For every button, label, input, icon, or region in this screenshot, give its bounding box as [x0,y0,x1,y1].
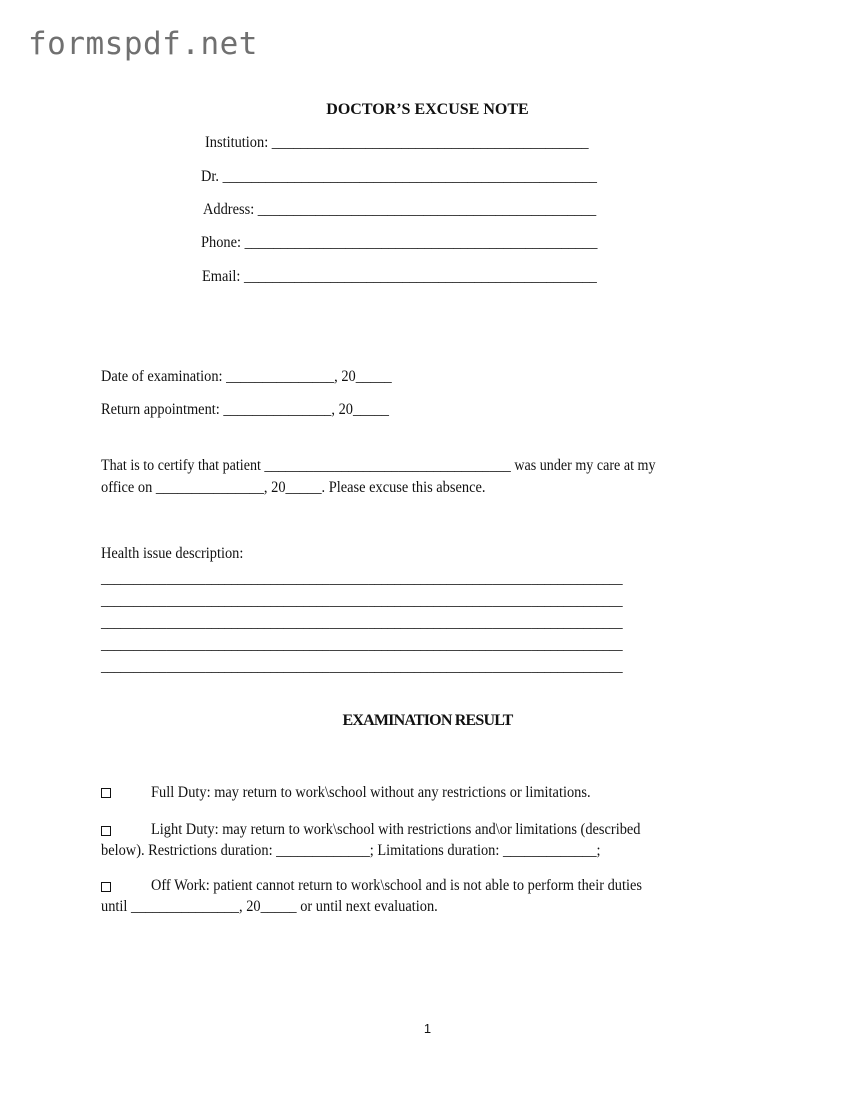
health-issue-line[interactable]: ________________________________________________________________________________ [101,636,623,653]
full-duty-checkbox[interactable] [101,788,111,798]
phone-field[interactable]: Phone: _________________________________________________ [201,234,598,251]
light-duty-checkbox[interactable] [101,826,111,836]
health-issue-line[interactable]: ________________________________________________________________________________ [101,614,623,631]
institution-field[interactable]: Institution: ____________________________________________ [205,134,589,151]
certify-text-line2[interactable]: office on _______________, 20_____. Please excuse this absence. [101,479,486,496]
light-duty-label-line1: Light Duty: may return to work\school with restrictions and\or limitations (described [151,821,641,838]
page-number: 1 [423,1021,432,1036]
watermark-logo: formspdf.net [28,26,258,62]
health-issue-line[interactable]: ________________________________________________________________________________ [101,570,623,587]
off-work-checkbox[interactable] [101,882,111,892]
health-issue-line[interactable]: ________________________________________________________________________________ [101,658,623,675]
health-issue-label: Health issue description: [101,545,244,562]
off-work-label-line1: Off Work: patient cannot return to work\school and is not able to perform their duties [151,877,642,894]
examination-result-heading: EXAMINATION RESULT [342,712,513,729]
return-appointment-field[interactable]: Return appointment: _______________, 20_____ [101,401,389,418]
certify-text-line1[interactable]: That is to certify that patient ___________________________________ was under my care at my [101,457,656,474]
light-duty-label-line2[interactable]: below). Restrictions duration: _____________; Limitations duration: _____________; [101,842,601,859]
doctor-field[interactable]: Dr. ____________________________________________________ [201,168,597,185]
date-of-examination-field[interactable]: Date of examination: _______________, 20_____ [101,368,392,385]
health-issue-line[interactable]: ________________________________________________________________________________ [101,592,623,609]
off-work-label-line2[interactable]: until _______________, 20_____ or until next evaluation. [101,898,438,915]
document-title: DOCTOR’S EXCUSE NOTE [326,101,529,118]
email-field[interactable]: Email: _________________________________________________ [202,268,597,285]
address-field[interactable]: Address: _______________________________________________ [203,201,597,218]
full-duty-label: Full Duty: may return to work\school without any restrictions or limitations. [151,784,591,801]
